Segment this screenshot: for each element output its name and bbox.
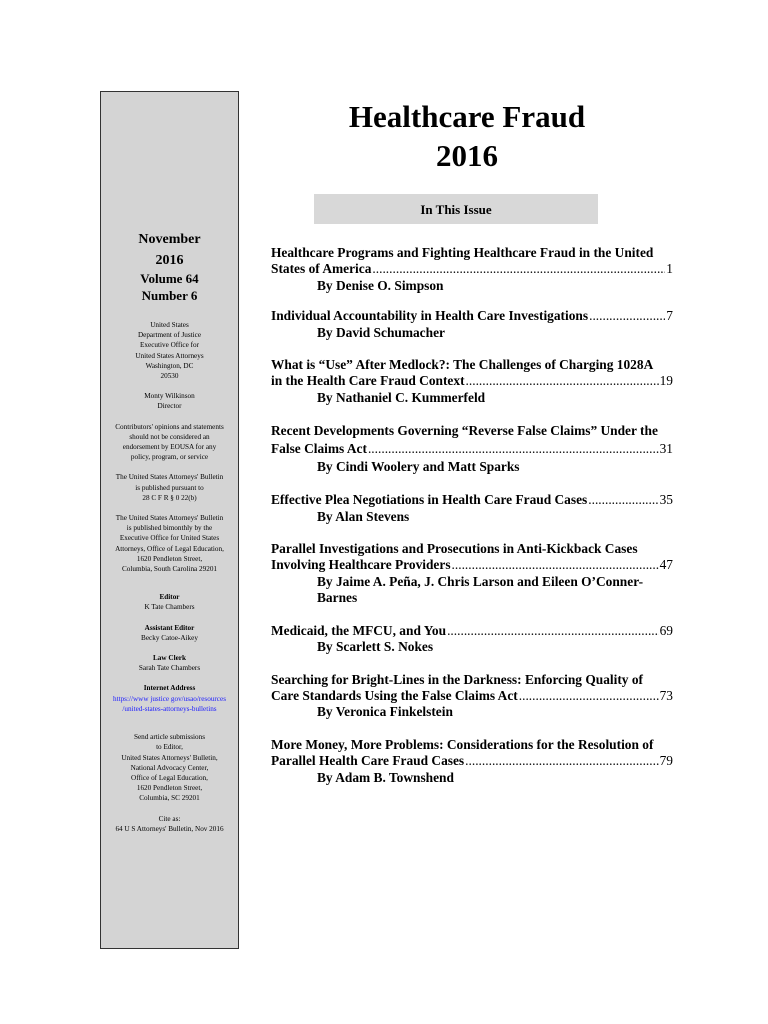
toc-title-line-final — [271, 440, 673, 458]
toc-page-number: 7 — [666, 308, 673, 324]
disclaimer-line: should not be considered an — [129, 432, 210, 441]
toc-page-number: 19 — [659, 373, 673, 389]
title-line-2: 2016 — [436, 138, 498, 173]
toc-title-line: Recent Developments Governing “Reverse False Claims” Under the — [271, 423, 658, 439]
office-address — [105, 320, 234, 381]
table-of-contents — [271, 245, 673, 786]
frequency-line: Attorneys, Office of Legal Education, — [115, 544, 224, 553]
submissions — [105, 732, 234, 803]
toc-author: By Veronica Finkelstein — [317, 704, 453, 720]
director — [105, 391, 234, 411]
law-clerk-name: Sarah Tate Chambers — [138, 664, 201, 673]
toc-title-line: More Money, More Problems: Considerations for the Resolution of — [271, 736, 654, 752]
toc-title-line-final — [271, 492, 673, 508]
publication-authority — [105, 472, 234, 503]
publication-line: The United States Attorneys' Bulletin — [115, 473, 224, 482]
dot-leader — [452, 557, 659, 573]
director-name: Monty Wilkinson — [144, 392, 195, 401]
disclaimer-line: Contributors' opinions and statements — [115, 422, 224, 431]
toc-entry[interactable] — [271, 308, 673, 341]
page-title — [270, 97, 664, 175]
address-line: United States Attorneys — [135, 351, 204, 360]
submissions-line: 1620 Pendleton Street, — [136, 784, 203, 793]
issue-month: November — [138, 232, 201, 247]
toc-author: By David Schumacher — [317, 324, 445, 340]
toc-title-line-final — [271, 373, 673, 389]
toc-entry[interactable] — [271, 672, 673, 721]
issue-volume: Volume 64 — [140, 271, 199, 286]
toc-author: By Nathaniel C. Kummerfeld — [317, 389, 486, 405]
submissions-line: Columbia, SC 29201 — [139, 794, 200, 803]
toc-author-continued: Barnes — [317, 590, 358, 606]
toc-entry[interactable] — [271, 245, 673, 294]
issue-info — [101, 230, 238, 304]
cite-label: Cite as: — [158, 814, 181, 823]
publication-frequency — [105, 513, 234, 574]
toc-page-number: 69 — [659, 622, 673, 638]
frequency-line: Executive Office for United States — [119, 534, 220, 543]
toc-page-number: 1 — [666, 261, 673, 277]
issue-year: 2016 — [155, 253, 184, 268]
disclaimer-line: policy, program, or service — [130, 453, 209, 462]
submissions-line: to Editor, — [156, 743, 183, 752]
toc-title-line-final — [271, 623, 673, 639]
publication-line: 28 C F R § 0 22(b) — [142, 493, 197, 502]
law-clerk — [105, 653, 234, 673]
toc-title-line: Searching for Bright-Lines in the Darkness: Enforcing Quality of — [271, 671, 643, 687]
toc-title-line-final — [271, 261, 673, 277]
toc-author: By Jaime A. Peña, J. Chris Larson and Eileen O’Conner- — [317, 573, 644, 589]
frequency-line: 1620 Pendleton Street, — [136, 554, 203, 563]
toc-author: By Scarlett S. Nokes — [317, 639, 434, 655]
frequency-line: is published bimonthly by the — [126, 524, 213, 533]
toc-author: By Alan Stevens — [317, 508, 410, 524]
law-clerk-label: Law Clerk — [153, 654, 186, 663]
director-title: Director — [157, 402, 182, 411]
dot-leader — [588, 492, 658, 508]
address-line: Department of Justice — [137, 331, 202, 340]
toc-entry[interactable] — [271, 737, 673, 786]
toc-entry[interactable] — [271, 623, 673, 656]
title-line-1: Healthcare Fraud — [348, 99, 586, 134]
frequency-line: Columbia, South Carolina 29201 — [121, 565, 218, 574]
editor-name: K Tate Chambers — [144, 603, 195, 612]
assistant-editor-label: Assistant Editor — [144, 623, 195, 632]
toc-title-end: Individual Accountability in Health Care Investigations — [271, 308, 589, 324]
disclaimer-line: endorsement by EOUSA for any — [122, 443, 217, 452]
cite-text: 64 U S Attorneys' Bulletin, Nov 2016 — [115, 824, 224, 833]
toc-entry[interactable] — [271, 357, 673, 406]
toc-author: By Adam B. Townshend — [317, 769, 454, 785]
issue-number: Number 6 — [141, 288, 198, 303]
internet-link-continued[interactable]: /united-states-attorneys-bulletins — [122, 704, 217, 713]
address-line: Washington, DC — [145, 361, 194, 370]
toc-entry[interactable] — [271, 422, 673, 476]
toc-title-line-final — [271, 753, 673, 769]
publication-line: is published pursuant to — [135, 483, 204, 492]
assistant-editor — [105, 623, 234, 643]
internet-link[interactable]: https://www justice gov/usao/resources — [113, 694, 226, 703]
toc-title-end: Parallel Health Care Fraud Cases — [271, 753, 465, 769]
internet-address — [105, 683, 234, 714]
internet-label: Internet Address — [143, 684, 196, 693]
toc-title-end: Medicaid, the MFCU, and You — [271, 622, 447, 638]
dot-leader — [519, 688, 659, 704]
dot-leader — [465, 753, 658, 769]
toc-title-end: Care Standards Using the False Claims Act — [271, 687, 518, 703]
dot-leader — [447, 623, 659, 639]
toc-title-line: Parallel Investigations and Prosecutions in Anti-Kickback Cases — [271, 541, 638, 557]
dot-leader — [372, 261, 665, 277]
assistant-editor-name: Becky Catoe-Aikey — [141, 633, 198, 642]
submissions-line: National Advocacy Center, — [130, 763, 209, 772]
dot-leader — [589, 308, 665, 324]
in-this-issue-header: In This Issue — [314, 194, 598, 224]
address-line: United States — [150, 321, 189, 329]
toc-page-number: 79 — [659, 753, 673, 769]
sidebar — [100, 91, 239, 949]
toc-page-number: 31 — [659, 441, 673, 457]
toc-title-end: Effective Plea Negotiations in Health Care Fraud Cases — [271, 492, 588, 508]
toc-title-end: States of America — [271, 261, 372, 277]
dot-leader — [368, 440, 659, 458]
frequency-line: The United States Attorneys' Bulletin — [115, 514, 224, 523]
dot-leader — [466, 373, 659, 389]
toc-page-number: 35 — [659, 492, 673, 508]
toc-author: By Cindi Woolery and Matt Sparks — [317, 459, 520, 475]
toc-title-line: Healthcare Programs and Fighting Healthcare Fraud in the United — [271, 245, 654, 260]
disclaimer — [105, 422, 234, 463]
toc-entry[interactable] — [271, 492, 673, 525]
address-line: Executive Office for — [140, 341, 199, 350]
submissions-line: United States Attorneys' Bulletin, — [121, 753, 218, 762]
toc-title-line-final — [271, 688, 673, 704]
address-line: 20530 — [160, 372, 179, 381]
toc-title-end: in the Health Care Fraud Context — [271, 373, 465, 389]
submissions-line: Office of Legal Education, — [131, 773, 208, 782]
toc-page-number: 73 — [659, 687, 673, 703]
toc-page-number: 47 — [659, 557, 673, 573]
toc-title-end: False Claims Act — [271, 441, 367, 457]
toc-title-line: What is “Use” After Medlock?: The Challenges of Charging 1028A — [271, 357, 654, 373]
editor-label: Editor — [159, 593, 180, 602]
toc-author: By Denise O. Simpson — [317, 277, 444, 293]
editor — [105, 592, 234, 612]
toc-title-line-final — [271, 557, 673, 573]
toc-title-line-final — [271, 308, 673, 324]
submissions-line: Send article submissions — [133, 733, 206, 742]
toc-entry[interactable] — [271, 541, 673, 607]
toc-title-end: Involving Healthcare Providers — [271, 557, 451, 573]
citation — [105, 814, 234, 834]
